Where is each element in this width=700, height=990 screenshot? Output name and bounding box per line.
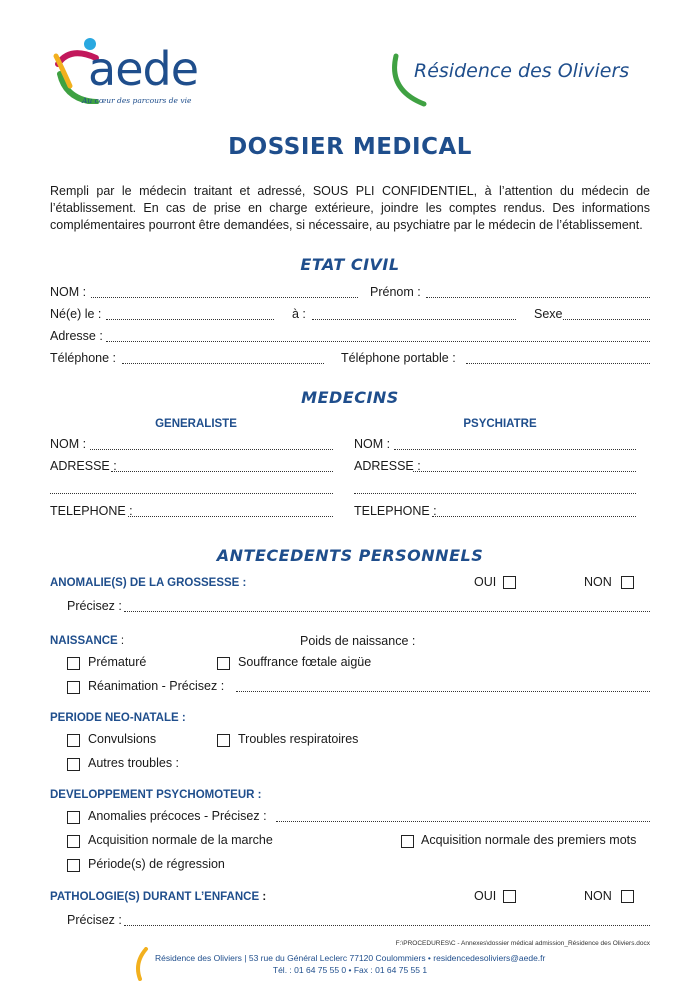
- label-psychiatre-nom: NOM :: [354, 437, 391, 451]
- label-adresse: Adresse :: [50, 329, 103, 343]
- footer-address: Résidence des Oliviers | 53 rue du Général Leclerc 77120 Coulommiers • residencedesoliviers@aede.fr: [155, 953, 546, 963]
- label-grossesse-precisez: Précisez :: [67, 599, 122, 613]
- field-lieu[interactable]: [312, 319, 516, 320]
- label-grossesse-oui: OUI: [474, 575, 497, 589]
- subhead-neo-natale: PERIODE NEO-NATALE :: [50, 712, 186, 724]
- residence-name: Résidence des Oliviers: [414, 60, 630, 82]
- label-convulsions: Convulsions: [88, 732, 157, 746]
- field-generaliste-adresse[interactable]: [111, 471, 333, 472]
- label-premature: Prématuré: [88, 655, 147, 669]
- label-souffrance: Souffrance fœtale aigüe: [238, 655, 372, 669]
- residence-logo: [388, 52, 658, 112]
- field-psychiatre-adresse[interactable]: [413, 471, 636, 472]
- footer-file-path: F:\PROCEDURES\C - Annexes\dossier médical admission_Résidence des Oliviers.docx: [395, 940, 650, 947]
- field-ne-le[interactable]: [106, 319, 274, 320]
- label-autres-troubles: Autres troubles :: [88, 756, 180, 770]
- field-enfance-precisez[interactable]: [124, 925, 650, 926]
- section-heading-medecins: MEDECINS: [301, 388, 399, 407]
- section-heading-etat-civil: ETAT CIVIL: [300, 255, 400, 274]
- naissance-title: NAISSANCE: [50, 635, 118, 647]
- psychiatre-heading: PSYCHIATRE: [463, 418, 537, 430]
- label-marche: Acquisition normale de la marche: [88, 833, 273, 847]
- checkbox-premiers-mots[interactable]: [401, 835, 414, 848]
- label-enfance-non: NON: [584, 889, 612, 903]
- label-enfance-oui: OUI: [474, 889, 497, 903]
- label-generaliste-nom: NOM :: [50, 437, 87, 451]
- field-sexe[interactable]: [563, 319, 650, 320]
- label-reanimation: Réanimation - Précisez :: [88, 679, 225, 693]
- label-generaliste-adresse: ADRESSE :: [50, 459, 117, 473]
- checkbox-grossesse-oui[interactable]: [503, 576, 516, 589]
- generaliste-heading: GENERALISTE: [155, 418, 237, 430]
- field-psychiatre-nom[interactable]: [394, 449, 636, 450]
- label-sexe: Sexe: [534, 307, 563, 321]
- aede-brand-text: aede: [88, 42, 198, 96]
- label-premiers-mots: Acquisition normale des premiers mots: [421, 833, 637, 847]
- label-generaliste-telephone: TELEPHONE :: [50, 504, 133, 518]
- enfance-title: PATHOLOGIE(S) DURANT L’ENFANCE: [50, 891, 260, 903]
- checkbox-autres-troubles[interactable]: [67, 758, 80, 771]
- section-heading-antecedents: ANTECEDENTS PERSONNELS: [216, 546, 484, 565]
- field-grossesse-precisez[interactable]: [124, 611, 650, 612]
- label-prenom: Prénom :: [370, 285, 421, 299]
- checkbox-reanimation[interactable]: [67, 681, 80, 694]
- enfance-colon: :: [259, 891, 267, 903]
- checkbox-premature[interactable]: [67, 657, 80, 670]
- field-psychiatre-telephone[interactable]: [432, 516, 636, 517]
- subhead-grossesse: ANOMALIE(S) DE LA GROSSESSE :: [50, 577, 247, 589]
- label-ne-le: Né(e) le :: [50, 307, 102, 321]
- aede-logo: [52, 34, 222, 114]
- page-title: DOSSIER MEDICAL: [228, 134, 472, 160]
- label-psychiatre-telephone: TELEPHONE :: [354, 504, 437, 518]
- label-grossesse-non: NON: [584, 575, 612, 589]
- field-reanimation-precisez[interactable]: [236, 691, 650, 692]
- label-poids-naissance: Poids de naissance :: [300, 634, 416, 648]
- label-nom: NOM :: [50, 285, 87, 299]
- label-lieu: à :: [292, 307, 306, 321]
- subhead-naissance: [50, 635, 124, 647]
- subhead-enfance: [50, 891, 266, 903]
- label-telephone: Téléphone :: [50, 351, 117, 365]
- checkbox-marche[interactable]: [67, 835, 80, 848]
- checkbox-regression[interactable]: [67, 859, 80, 872]
- aede-tagline: Au cœur des parcours de vie: [82, 96, 192, 105]
- field-generaliste-telephone[interactable]: [128, 516, 333, 517]
- field-generaliste-adresse-2[interactable]: [50, 493, 333, 494]
- label-psychiatre-adresse: ADRESSE :: [354, 459, 421, 473]
- field-prenom[interactable]: [426, 297, 650, 298]
- checkbox-enfance-non[interactable]: [621, 890, 634, 903]
- field-nom[interactable]: [91, 297, 358, 298]
- label-regression: Période(s) de régression: [88, 857, 225, 871]
- checkbox-enfance-oui[interactable]: [503, 890, 516, 903]
- checkbox-anomalies-precoces[interactable]: [67, 811, 80, 824]
- label-telephone-portable: Téléphone portable :: [341, 351, 456, 365]
- checkbox-souffrance[interactable]: [217, 657, 230, 670]
- checkbox-troubles-respiratoires[interactable]: [217, 734, 230, 747]
- label-troubles-respiratoires: Troubles respiratoires: [238, 732, 359, 746]
- field-telephone[interactable]: [122, 363, 324, 364]
- field-telephone-portable[interactable]: [466, 363, 650, 364]
- field-adresse[interactable]: [106, 341, 650, 342]
- checkbox-grossesse-non[interactable]: [621, 576, 634, 589]
- footer-phone: Tél. : 01 64 75 55 0 • Fax : 01 64 75 55 1: [272, 965, 428, 975]
- label-anomalies-precoces: Anomalies précoces - Précisez :: [88, 809, 267, 823]
- checkbox-convulsions[interactable]: [67, 734, 80, 747]
- field-generaliste-nom[interactable]: [90, 449, 333, 450]
- intro-paragraph: Rempli par le médecin traitant et adressé, SOUS PLI CONFIDENTIEL, à l’attention du médecin de l’établissement. En cas de prise en charge extérieure, joindre les comptes rendus. Des informations complémentaires pourront être demandées, si nécessaire, au psychiatre par le médecin de l’établissement.: [50, 184, 650, 232]
- label-enfance-precisez: Précisez :: [67, 913, 122, 927]
- subhead-psychomoteur: DEVELOPPEMENT PSYCHOMOTEUR :: [50, 789, 262, 801]
- field-anomalies-precoces[interactable]: [276, 821, 650, 822]
- naissance-colon: :: [117, 635, 125, 647]
- footer-leaf-icon: [132, 947, 154, 981]
- field-psychiatre-adresse-2[interactable]: [354, 493, 636, 494]
